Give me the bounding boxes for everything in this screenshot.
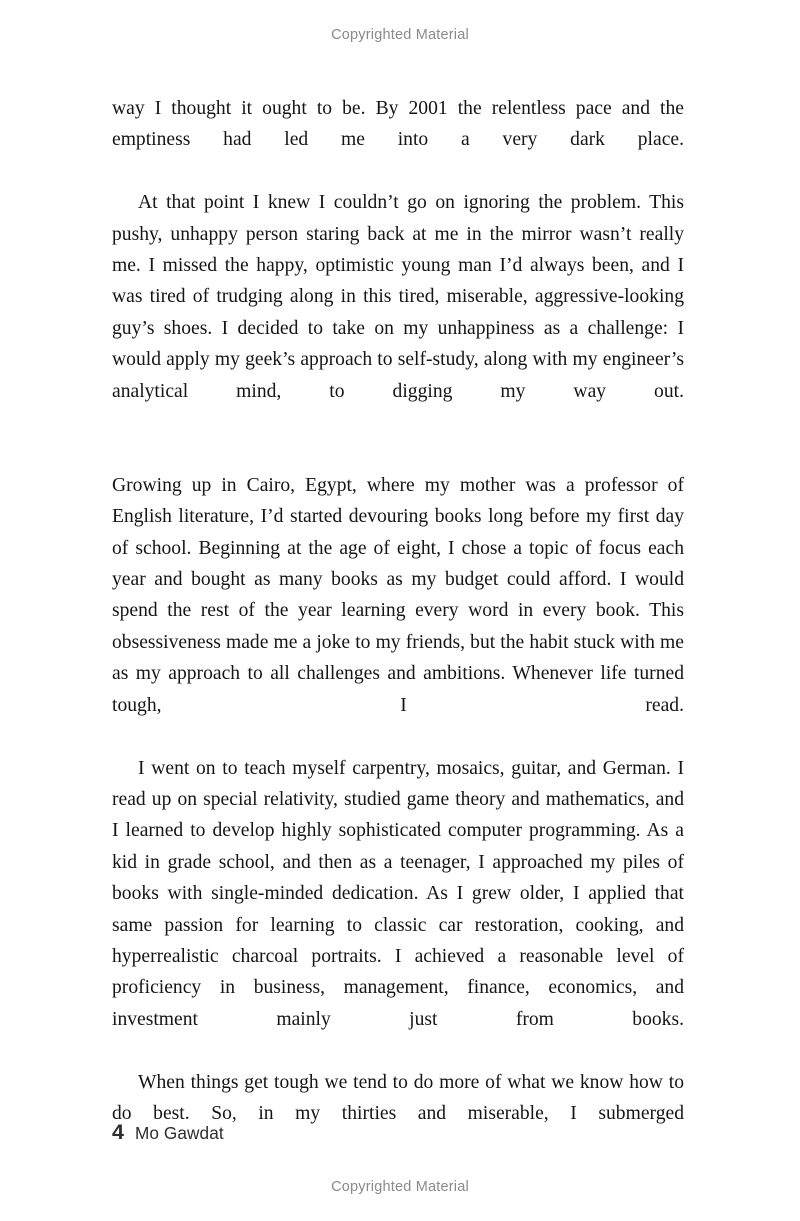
page-footer xyxy=(112,1120,224,1145)
page-number: 4 xyxy=(112,1120,124,1144)
paragraph: way I thought it ought to be. By 2001 the relentless pace and the emptiness had led me into a very dark place. xyxy=(112,98,684,151)
copyright-watermark-bottom: Copyrighted Material xyxy=(331,1179,469,1195)
author-name: Mo Gawdat xyxy=(134,1123,224,1143)
paragraph: At that point I knew I couldn’t go on ignoring the problem. This pushy, unhappy person staring back at me in the mirror wasn’t really me. I missed the happy, optimistic young man I’d always been, and I was tired of trudging along in this tired, miserable, aggressive-looking guy’s shoes. I decided to take on my unhappiness as a challenge: I would apply my geek’s approach to self-study, along with my engineer’s analytical mind, to digging my way out. xyxy=(112,192,684,402)
paragraph: Growing up in Cairo, Egypt, where my mother was a professor of English literature, I’d started devouring books long before my first day of school. Beginning at the age of eight, I chose a topic of focus each year and bought as many books as my budget could afford. I would spend the rest of the year learning every word in every book. This obsessiveness made me a joke to my friends, but the habit stuck with me as my approach to all challenges and ambitions. Whenever life turned tough, I read. xyxy=(112,474,684,716)
paragraph: When things get tough we tend to do more of what we know how to do best. So, in my thirties and miserable, I submerged xyxy=(112,1071,684,1124)
copyright-watermark-top: Copyrighted Material xyxy=(331,27,469,43)
body-text-column xyxy=(112,93,684,1161)
paragraph: I went on to teach myself carpentry, mosaics, guitar, and German. I read up on special relativity, studied game theory and mathematics, and I learned to develop highly sophisticated computer programming. As a kid in grade school, and then as a teenager, I approached my piles of books with single-minded dedication. As I grew older, I applied that same passion for learning to classic car restoration, cooking, and hyperrealistic charcoal portraits. I achieved a reasonable level of proficiency in business, management, finance, economics, and investment mainly just from books. xyxy=(112,757,684,1030)
